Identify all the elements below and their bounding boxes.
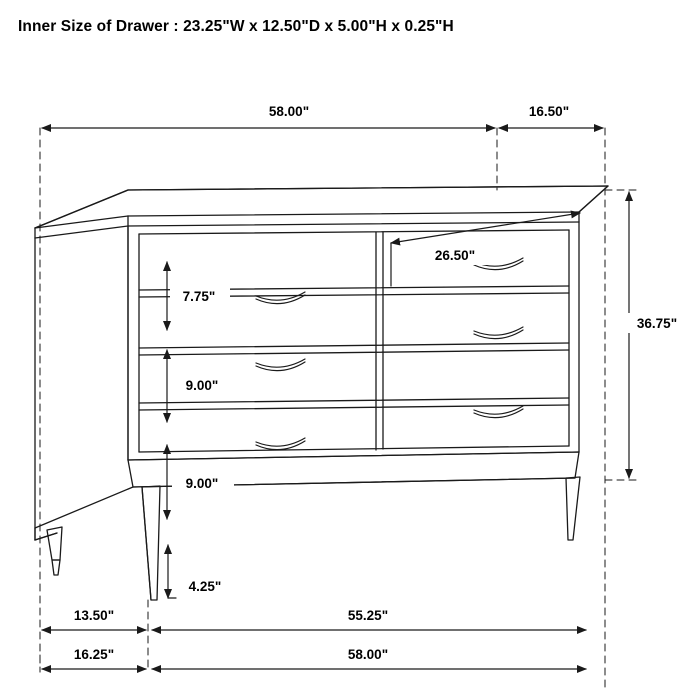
dim-depth-top xyxy=(516,101,584,121)
dim-label-leg-inset: 13.50" xyxy=(73,608,115,623)
dim-drawer-width xyxy=(421,245,491,265)
dim-label-base-width-bottom: 58.00" xyxy=(347,647,389,662)
dim-base-width-bottom xyxy=(334,644,402,664)
dim-leg-height xyxy=(177,576,235,596)
dim-label-depth-top: 16.50" xyxy=(528,104,570,119)
dim-label-width-top: 58.00" xyxy=(268,104,310,119)
dim-total-height xyxy=(624,313,692,333)
dim-width-top xyxy=(255,101,325,121)
dresser-outline xyxy=(35,186,608,600)
page-title: Inner Size of Drawer : 23.25"W x 12.50"D x 5.00"H x 0.25"H xyxy=(18,18,454,35)
dim-leg-inset xyxy=(60,605,128,625)
dim-label-drawer-width: 26.50" xyxy=(434,248,476,263)
dim-base-width-inner xyxy=(334,605,402,625)
dim-base-depth-bottom xyxy=(60,644,128,664)
dim-label-base-width-inner: 55.25" xyxy=(347,608,389,623)
dim-drawer-h2 xyxy=(172,375,234,395)
dim-label-base-depth-bottom: 16.25" xyxy=(73,647,115,662)
dim-label-top-drawer-height: 7.75" xyxy=(182,289,216,304)
dim-label-total-height: 36.75" xyxy=(636,316,678,331)
dim-drawer-h3 xyxy=(172,473,234,493)
dim-label-leg-height: 4.25" xyxy=(188,579,222,594)
dim-drawer-h1 xyxy=(170,286,230,306)
dim-label-bottom-drawer-height: 9.00" xyxy=(185,476,219,491)
dim-label-middle-drawer-height: 9.00" xyxy=(185,378,219,393)
